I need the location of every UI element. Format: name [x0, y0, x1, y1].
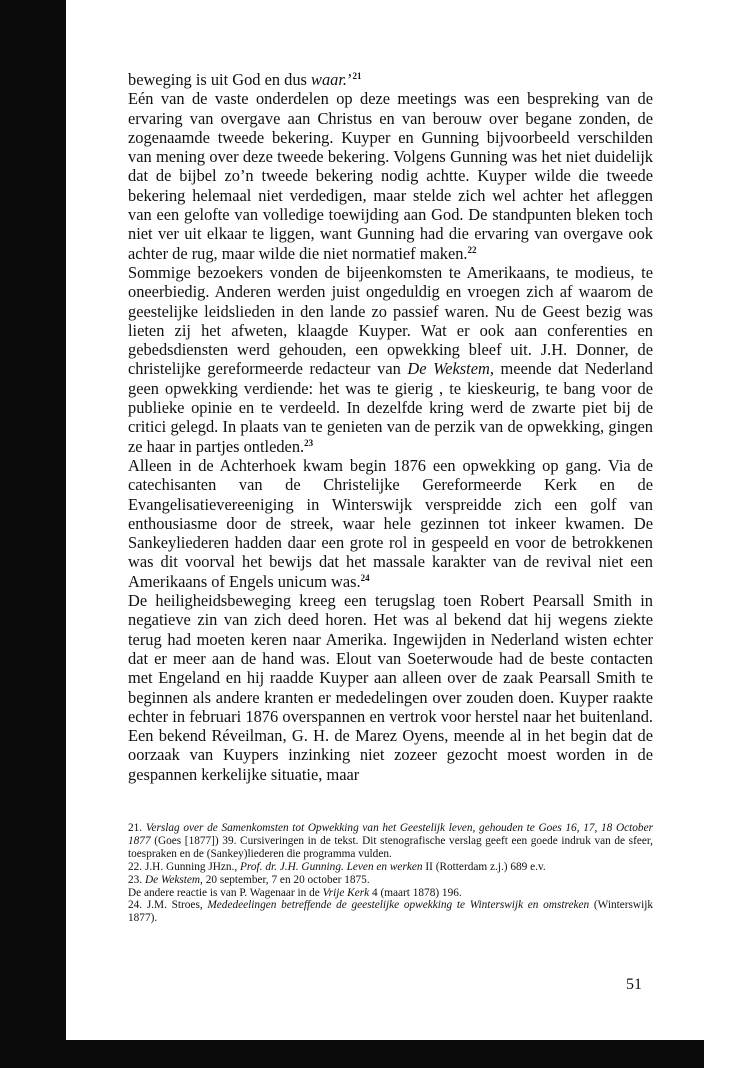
- footnote-22: 22. J.H. Gunning JHzn., Prof. dr. J.H. Gunning. Leven en werken II (Rotterdam z.j.) 689 e.v.: [128, 860, 546, 873]
- paragraph-2: Eén van de vaste onderdelen op deze meetings was een bespreking van de ervaring van overgave aan Christus en van berouw over begane zonden, de zogenaamde tweede bekering. Kuyper en Gunning bijvoorbeeld verschilden van mening over deze tweede bekering. Volgens Gunning was het niet duidelijk dat de bijbel zo’n tweede bekering nodig achtte. Kuyper wilde die tweede bekering helemaal niet verdedigen, maar stelde zich wel achter het afleggen van een gelofte van volledige toewijding aan God. De standpunten bleken toch niet ver uit elkaar te liggen, want Gunning had die ervaring van overgave ook achter de rug, maar wilde die niet normatief maken.$^{22}$: [128, 89, 653, 263]
- footnote-23: 23. De Wekstem, 20 september, 7 en 20 october 1875.: [128, 873, 370, 886]
- footnote-21: 21. Verslag over de Samenkomsten tot Opwekking van het Geestelijk leven, gehouden te Goes 16, 17, 18 October 1877 (Goes [1877]) 39. Cursiveringen in de tekst. Dit stenografische verslag geeft een goede indruk van de sfeer, toespraken en de (Sankey)liederen die programma vulden.: [128, 822, 653, 860]
- footnote-24: 24. J.M. Stroes, Mededeelingen betreffende de geestelijke opwekking te Winterswijk en omstreken (Winterswijk 1877).: [128, 899, 654, 925]
- paragraph-4: Alleen in de Achterhoek kwam begin 1876 een opwekking op gang. Via de catechisanten van de Christelijke Gereformeerde Kerk en de Evangelisatievereeniging in Winterswijk verspreidde zich een golf van enthousiasme door de streek, waar hele gezinnen tot inkeer kwamen. De Sankeyliederen hadden daar een grote rol in gespeeld en voor de betrokkenen was dit voorval het bewijs dat het massale karakter van de revival niet een Amerikaans of Engels unicum was.$^{24}$: [128, 455, 653, 591]
- footnote-ref-22: 22: [467, 244, 477, 255]
- main-text: [128, 70, 653, 784]
- paragraph-1: beweging is uit God en dus waar.’$^{21}$: [128, 70, 362, 89]
- footnote-23-continued: De andere reactie is van P. Wagenaar in de Vrije Kerk 4 (maart 1878) 196.: [128, 886, 462, 899]
- footnote-ref-24: 24: [360, 572, 370, 583]
- scan-border-left: [0, 0, 66, 1068]
- paragraph-5: De heiligheidsbeweging kreeg een terugslag toen Robert Pearsall Smith in negatieve zin van zich deed horen. Het was al bekend dat hij wegens ziekte terug had moeten keren naar Amerika. Ingewijden in Nederland wisten echter dat er meer aan de hand was. Elout van Soeterwoude had de beste contacten met Engeland en hij raadde Kuyper aan alleen over de zaak Pearsall Smith te beginnen als andere kranten er mededelingen over zouden doen. Kuyper raakte echter in februari 1876 overspannen en vertrok voor herstel naar het buitenland. Een bekend Réveilman, G. H. de Marez Oyens, meende al in het begin dat de oorzaak van Kuypers inzinking niet zozeer gezocht moest worden in de gespannen kerkelijke situatie, maar: [128, 591, 653, 784]
- scan-border-bottom: [0, 1040, 704, 1068]
- footnote-ref-21: 21: [352, 71, 362, 81]
- paragraph-3: Sommige bezoekers vonden de bijeenkomsten te Amerikaans, te modieus, te oneerbiedig. Anderen werden juist ongeduldig en vroegen zich af waarom de geestelijke leidslieden in den lande zo passief waren. Nu de Geest bezig was lieten zij het afweten, klaagde Kuyper. Wat er ook aan conferenties en gebedsdiensten werd gehouden, een opwekking bleef uit. J.H. Donner, de christelijke gereformeerde redacteur van De Wekstem, meende dat Nederland geen opwekking verdiende: het was te gierig , te kieskeurig, te bang voor de publieke opinie en te verdeeld. In dezelfde kring werd de zwarte piet bij de critici gelegd. In plaats van te genieten van de perzik van de opwekking, gingen ze haar in partjes ontleden.$^{23}$: [128, 262, 653, 456]
- footnote-ref-23: 23: [304, 437, 314, 448]
- footnotes: [128, 822, 653, 925]
- page-number: 51: [626, 976, 642, 993]
